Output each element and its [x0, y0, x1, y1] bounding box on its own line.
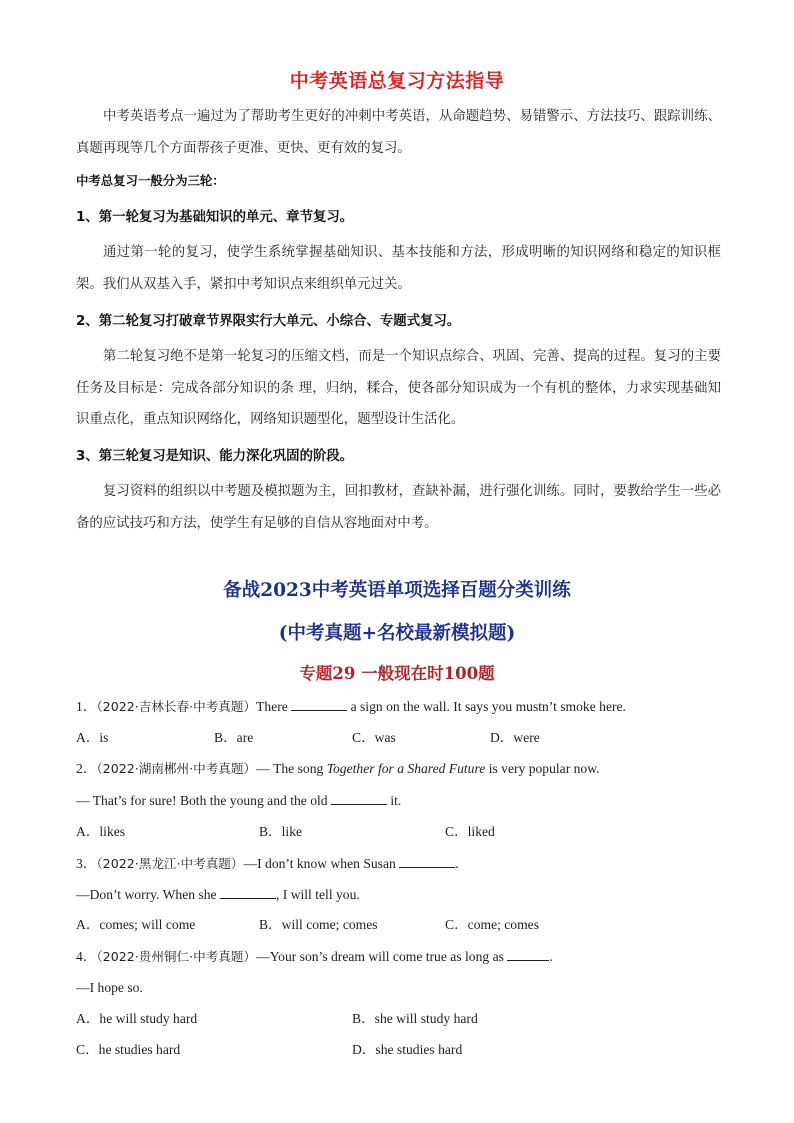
question-stem-rest: a sign on the wall. It says you mustn’t smoke here. — [347, 699, 626, 714]
question-line2-rest: , I will tell you. — [275, 887, 360, 902]
question-line2: —Don’t worry. When she — [76, 887, 220, 902]
option-a[interactable]: A．he will study hard — [76, 1011, 198, 1026]
option-d[interactable]: D．she studies hard — [352, 1042, 463, 1057]
song-title: Together for a Shared Future — [326, 761, 486, 776]
option-b[interactable]: B．like — [259, 824, 303, 839]
answer-blank[interactable] — [331, 791, 387, 805]
question-4-line2: —I hope so. — [76, 980, 143, 995]
question-stem: —I don’t know when Susan — [243, 856, 400, 871]
answer-blank[interactable] — [399, 854, 455, 868]
round1-body: 通过第一轮的复习，使学生系统掌握基础知识、基本技能和方法，形成明晰的知识网络和稳定的知识框架。我们从双基入手，紧扣中考知识点来组织单元过关。 — [76, 245, 721, 292]
option-b[interactable]: B．are — [214, 730, 254, 745]
question-number: 3． — [76, 856, 97, 871]
guide-title: 中考英语总复习方法指导 — [289, 70, 505, 92]
question-stem-rest: . — [455, 856, 459, 871]
option-d[interactable]: D．were — [490, 730, 540, 745]
round3-heading: 3、第三轮复习是知识、能力深化巩固的阶段。 — [76, 449, 354, 464]
question-source: （2022·吉林长春·中考真题） — [96, 699, 257, 714]
answer-blank[interactable] — [220, 885, 276, 899]
question-1 — [76, 697, 736, 716]
question-stem: — The song — [256, 761, 327, 776]
question-source: （2022·湖南郴州·中考真题） — [96, 761, 257, 776]
question-source: （2022·黑龙江·中考真题） — [96, 856, 244, 871]
question-line2-rest: it. — [386, 793, 402, 808]
practice-topic: 专题29 一般现在时100题 — [299, 664, 495, 683]
question-stem: —Your son’s dream will come true as long as — [256, 949, 508, 964]
question-stem-rest: . — [549, 949, 553, 964]
round2-heading: 2、第二轮复习打破章节界限实行大单元、小综合、专题式复习。 — [76, 314, 461, 329]
question-stem-rest: is very popular now. — [485, 761, 600, 776]
round2-body: 第二轮复习绝不是第一轮复习的压缩文档，而是一个知识点综合、巩固、完善、提高的过程。复习的主要任务及目标是：完成各部分知识的条 理，归纳，糅合，使各部分知识成为一个有机的整体，力求实现基础知识重点化，重点知识网络化，网络知识题型化，题型设计生活化。 — [76, 349, 721, 427]
practice-title: 备战2023中考英语单项选择百题分类训练 — [223, 580, 571, 601]
option-c[interactable]: C．was — [352, 730, 396, 745]
guide-intro: 中考英语考点一遍过为了帮助考生更好的冲刺中考英语，从命题趋势、易错警示、方法技巧、跟踪训练、真题再现等几个方面帮孩子更准、更快、更有效的复习。 — [76, 109, 721, 156]
option-a[interactable]: A．comes; will come — [76, 917, 196, 932]
question-source: （2022·贵州铜仁·中考真题） — [96, 949, 257, 964]
round1-heading: 1、第一轮复习为基础知识的单元、章节复习。 — [76, 210, 354, 225]
question-stem: There — [256, 699, 292, 714]
question-3 — [76, 854, 736, 873]
guide-subheading: 中考总复习一般分为三轮： — [76, 173, 225, 188]
option-b[interactable]: B．will come; comes — [259, 917, 378, 932]
option-c[interactable]: C．come; comes — [445, 917, 540, 932]
question-3-line2 — [76, 885, 736, 904]
option-c[interactable]: C．he studies hard — [76, 1042, 181, 1057]
round3-body: 复习资料的组织以中考题及模拟题为主，回扣教材，查缺补漏，进行强化训练。同时，要教给学生一些必备的应试技巧和方法，使学生有足够的自信从容地面对中考。 — [76, 484, 721, 531]
answer-blank[interactable] — [291, 697, 347, 711]
option-a[interactable]: A．likes — [76, 824, 126, 839]
option-c[interactable]: C．liked — [445, 824, 495, 839]
question-number: 2． — [76, 761, 97, 776]
question-line2: — That’s for sure! Both the young and the old — [76, 793, 331, 808]
question-2-line2 — [76, 791, 736, 810]
answer-blank[interactable] — [507, 947, 549, 961]
option-b[interactable]: B．she will study hard — [352, 1011, 478, 1026]
question-number: 1． — [76, 699, 97, 714]
option-a[interactable]: A．is — [76, 730, 109, 745]
question-4 — [76, 947, 736, 966]
question-number: 4． — [76, 949, 97, 964]
question-2 — [76, 760, 736, 778]
practice-subtitle: (中考真题+名校最新模拟题) — [278, 623, 516, 644]
